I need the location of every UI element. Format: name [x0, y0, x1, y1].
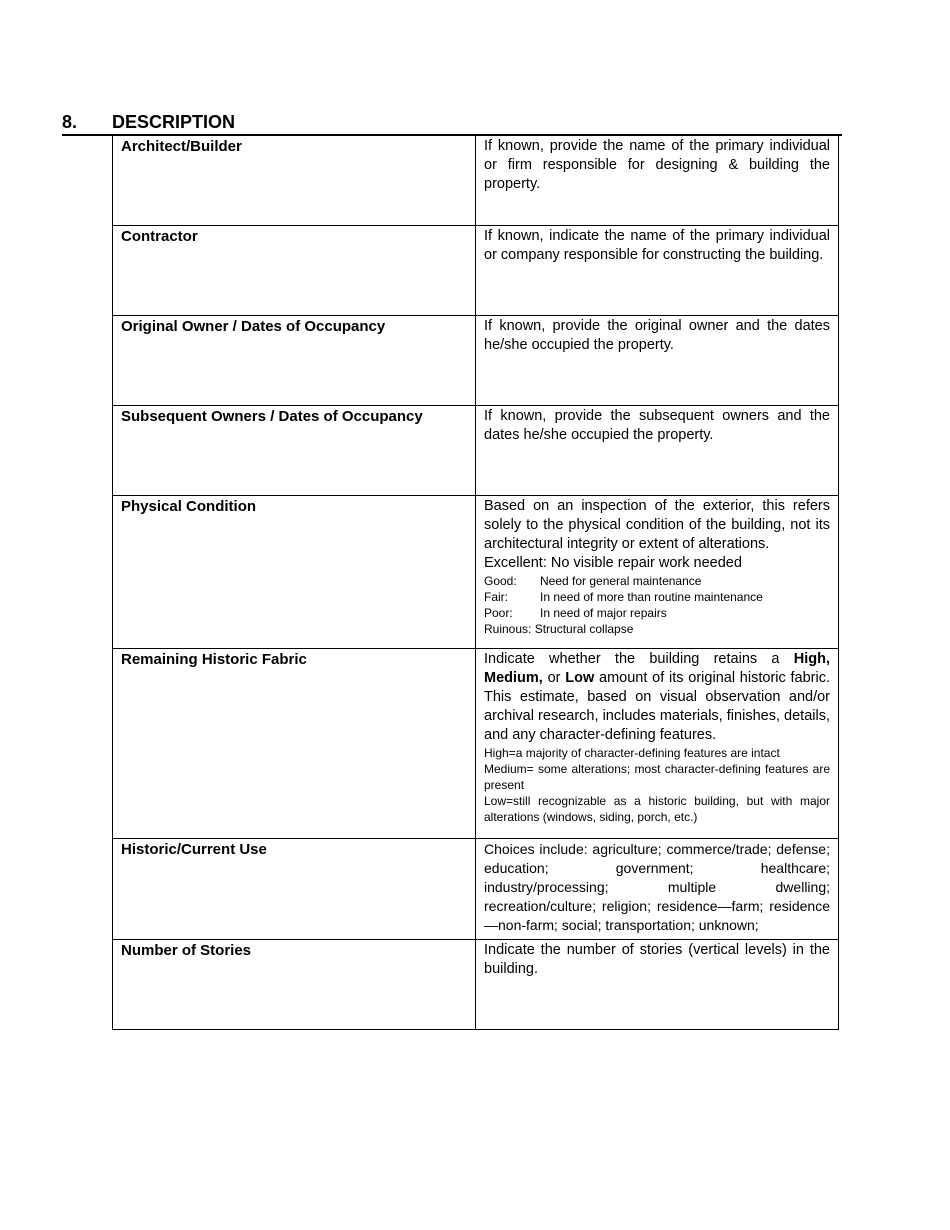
row-label-contractor: Contractor — [113, 226, 476, 316]
fabric-low-definition: Low=still recognizable as a historic building, but with major alterations (windows, siding, porch, etc.) — [484, 794, 830, 824]
table-row — [113, 649, 839, 839]
condition-grade: Fair: In need of more than routine maintenance — [484, 590, 763, 604]
row-label-original-owner: Original Owner / Dates of Occupancy — [113, 316, 476, 406]
table-row — [113, 316, 839, 406]
description-table — [112, 135, 839, 1030]
section-number: 8. — [62, 112, 78, 132]
section-header — [62, 112, 842, 136]
row-label-architect: Architect/Builder — [113, 136, 476, 226]
row-text-historic-fabric — [476, 649, 839, 839]
row-label-subsequent-owners: Subsequent Owners / Dates of Occupancy — [113, 406, 476, 496]
row-text-architect: If known, provide the name of the primary individual or firm responsible for designing & building the property. — [476, 136, 839, 226]
table-row — [113, 406, 839, 496]
fabric-description: Indicate whether the building retains a High, Medium, or Low amount of its original historic fabric. This estimate, based on visual observation and/or archival research, includes materials, finishes, details, and any character-defining features. — [484, 651, 830, 743]
row-text-use: Choices include: agriculture; commerce/trade; defense; education; government; healthcare; industry/processing; multiple dwelling; recreation/culture; religion; residence—farm; residence—non-farm; social; transportation; unknown; — [476, 839, 839, 940]
fabric-high-definition: High=a majority of character-defining features are intact — [484, 746, 780, 760]
fabric-medium-definition: Medium= some alterations; most character-defining features are present — [484, 762, 830, 792]
row-text-original-owner: If known, provide the original owner and the dates he/she occupied the property. — [476, 316, 839, 406]
condition-grade: Good: Need for general maintenance — [484, 574, 702, 588]
row-text-physical-condition — [476, 496, 839, 649]
row-label-physical-condition: Physical Condition — [113, 496, 476, 649]
row-label-use: Historic/Current Use — [113, 839, 476, 940]
row-text-subsequent-owners: If known, provide the subsequent owners and the dates he/she occupied the property. — [476, 406, 839, 496]
table-row — [113, 136, 839, 226]
table-row — [113, 940, 839, 1030]
section-title: DESCRIPTION — [112, 112, 236, 132]
condition-excellent: Excellent: No visible repair work needed — [484, 555, 742, 571]
condition-grade: Poor: In need of major repairs — [484, 606, 667, 620]
row-text-contractor: If known, indicate the name of the primary individual or company responsible for constructing the building. — [476, 226, 839, 316]
table-row — [113, 496, 839, 649]
table-row — [113, 226, 839, 316]
condition-ruinous: Ruinous: Structural collapse — [484, 622, 634, 636]
row-label-stories: Number of Stories — [113, 940, 476, 1030]
table-row — [113, 839, 839, 940]
condition-description: Based on an inspection of the exterior, this refers solely to the physical condition of the building, not its architectural integrity or extent of alterations. — [484, 498, 830, 552]
row-text-stories: Indicate the number of stories (vertical levels) in the building. — [476, 940, 839, 1030]
row-label-historic-fabric: Remaining Historic Fabric — [113, 649, 476, 839]
